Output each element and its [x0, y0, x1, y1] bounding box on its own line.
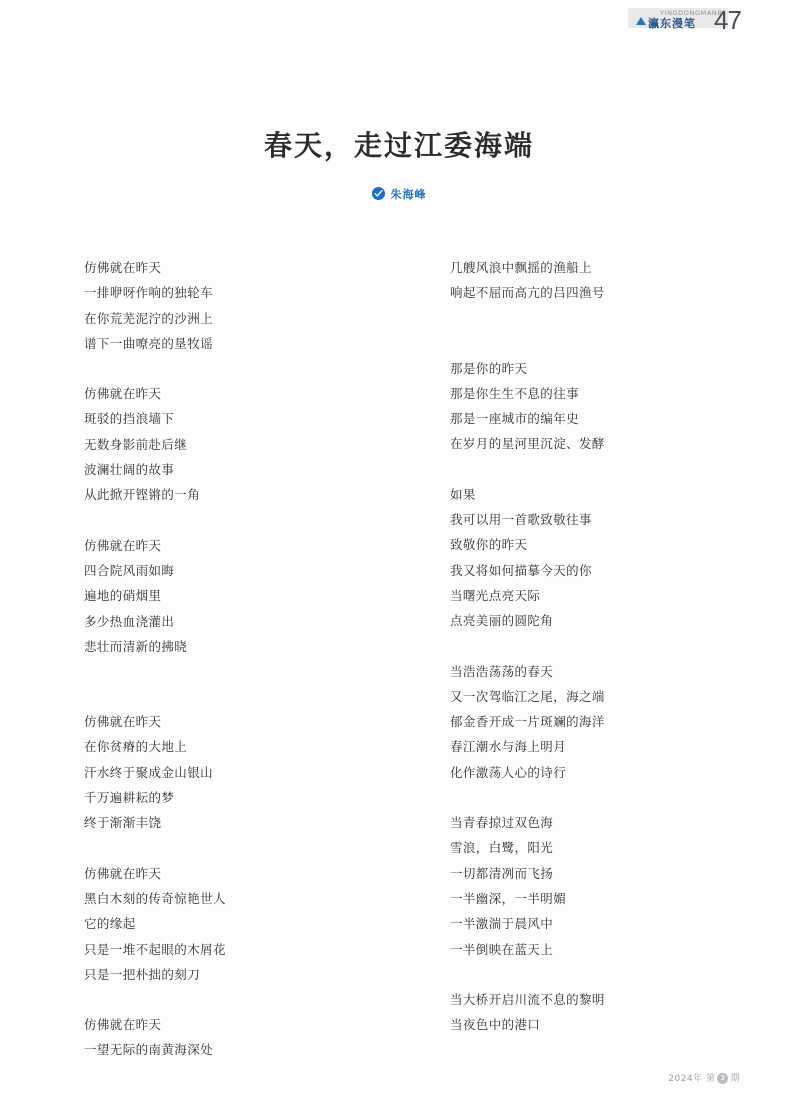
poem-line: 又一次驾临江之尾，海之端: [450, 688, 605, 704]
stanza: [450, 356, 770, 457]
section-label: 瀛东漫笔: [648, 17, 696, 30]
poem-line: 一半倒映在蓝天上: [450, 941, 554, 957]
poem-line: 当浩浩荡荡的春天: [450, 663, 554, 679]
poem-line: 那是你的昨天: [450, 360, 528, 376]
poem-line: 仿佛就在昨天: [84, 260, 162, 275]
poem-line: 在你荒芜泥泞的沙洲上: [84, 310, 214, 326]
poem-line: 一切都清冽而飞扬: [450, 865, 554, 881]
poem-line: 只是一堆不起眼的木屑花: [84, 941, 226, 957]
poem-line: 当曙光点亮天际: [450, 587, 541, 603]
poem-line: 多少热血浇灌出: [84, 613, 175, 629]
poem-right-column: [450, 255, 770, 1037]
stanza-spacer: [450, 331, 770, 356]
poem-line: 当大桥开启川流不息的黎明: [450, 991, 605, 1007]
stanza: [450, 255, 770, 306]
poem-line: 一望无际的南黄海深处: [84, 1042, 214, 1058]
page-footer: [668, 1071, 740, 1085]
triangle-icon: [636, 17, 646, 25]
poem-line: 我又将如何描摹今天的你: [450, 562, 592, 578]
poem-line: 当青春掠过双色海: [450, 815, 554, 831]
author-badge-icon: [372, 187, 385, 200]
stanza: [450, 810, 770, 962]
poem-line: 汗水终于聚成金山银山: [84, 764, 214, 780]
poem-line: 在你贫瘠的大地上: [84, 739, 188, 755]
poem-line: 当夜色中的港口: [450, 1017, 541, 1033]
poem-line: 仿佛就在昨天: [84, 714, 162, 730]
poem-line: 郁金香开成一片斑斓的海洋: [450, 714, 605, 730]
poem-line: 终于渐渐丰饶: [84, 815, 162, 831]
poem-line: 几艘风浪中飘摇的渔船上: [450, 260, 592, 275]
poem-line: 千万遍耕耘的梦: [84, 790, 175, 806]
poem-line: 从此掀开铿锵的一角: [84, 487, 201, 503]
poem-line: 春江潮水与海上明月: [450, 739, 567, 755]
stanza: [84, 1012, 404, 1063]
poem-line: 化作激荡人心的诗行: [450, 764, 567, 780]
stanza: [450, 987, 770, 1038]
byline: [0, 185, 798, 202]
author-name: 朱海峰: [390, 188, 427, 201]
poem-line: 仿佛就在昨天: [84, 537, 162, 553]
stanza: [84, 861, 404, 987]
stanza: [84, 709, 404, 835]
poem-left-column: [84, 255, 404, 1063]
poem-line: 一排咿呀作响的独轮车: [84, 285, 214, 301]
footer-year: 2024年 第: [668, 1074, 716, 1084]
poem-line: 点亮美丽的圆陀角: [450, 613, 554, 629]
poem-line: 在岁月的星河里沉淀、发酵: [450, 436, 605, 452]
poem-line: 致敬你的昨天: [450, 537, 528, 553]
page-title: 春天，走过江委海端: [263, 129, 534, 162]
stanza-spacer: [84, 684, 404, 709]
poem-line: 那是一座城市的编年史: [450, 411, 580, 427]
page-header: [0, 0, 798, 46]
poem-line: 仿佛就在昨天: [84, 386, 162, 402]
poem-line: 四合院风雨如晦: [84, 562, 175, 578]
footer-issue-number: 3: [717, 1073, 728, 1084]
stanza: [84, 255, 404, 356]
poem-line: 遍地的硝烟里: [84, 588, 162, 604]
poem-line: 一半幽深，一半明媚: [450, 890, 567, 906]
poem-line: 那是你生生不息的往事: [450, 385, 580, 401]
poem-line: 它的缘起: [84, 916, 136, 932]
poem-line: 仿佛就在昨天: [84, 865, 162, 881]
poem-line: 黑白木刻的传奇惊艳世人: [84, 890, 226, 906]
poem-line: 无数身影前赴后继: [84, 436, 188, 452]
poem-line: 悲壮而清新的拂晓: [84, 638, 188, 654]
stanza: [450, 482, 770, 634]
poem-line: 如果: [450, 486, 476, 502]
page-number: 47: [714, 5, 741, 35]
stanza: [84, 381, 404, 507]
poem-line: 一半激湍于晨风中: [450, 916, 554, 932]
poem-line: 斑驳的挡浪墙下: [84, 411, 175, 427]
footer-issue-suffix: 期: [730, 1074, 740, 1084]
poem-line: 响起不屈而高亢的吕四渔号: [450, 285, 605, 301]
stanza: [84, 533, 404, 659]
poem-line: 仿佛就在昨天: [84, 1017, 162, 1033]
poem-line: 波澜壮阔的故事: [84, 462, 175, 478]
poem-body: [0, 255, 798, 1058]
poem-line: 谱下一曲嘹亮的垦牧谣: [84, 335, 214, 351]
poem-line: 只是一把朴拙的刻刀: [84, 966, 201, 982]
poem-line: 雪浪，白鹭，阳光: [450, 840, 554, 856]
stanza: [450, 659, 770, 785]
poem-line: 我可以用一首歌致敬往事: [450, 512, 592, 528]
header-kicker: YINGDONGMANBI: [660, 9, 725, 17]
